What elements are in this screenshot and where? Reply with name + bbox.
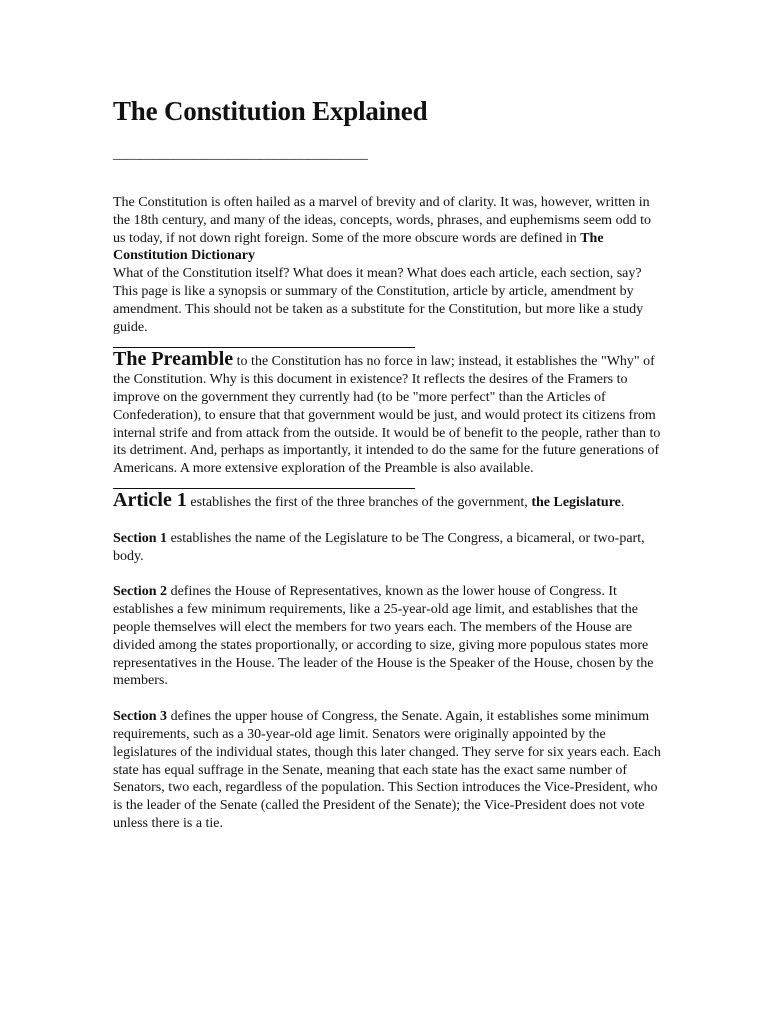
- intro-paragraph-3: This page is like a synopsis or summary of the Constitution, article by article, amendment by amendment. This should not be taken as a substitute for the Constitution, but more like a study guide.: [113, 283, 644, 335]
- intro-paragraph-1: The Constitution is often hailed as a marvel of brevity and of clarity. It was, however, written in the 18th century, and many of the ideas, concepts, words, phrases, and euphemisms seem odd to us today, if not down right foreign. Some of the more obscure words are defined in The Constitution Dictionary: [113, 195, 651, 264]
- page-title: The Constitution Explained: [113, 96, 428, 126]
- article-1-branch: the Legislature: [531, 494, 621, 510]
- preamble-heading: The Preamble: [113, 348, 234, 371]
- section-3-block: [113, 708, 665, 833]
- title-underline: ______________________________________: [113, 147, 368, 162]
- section-1-block: [113, 530, 665, 566]
- constitution-dictionary-link[interactable]: The Constitution Dictionary: [113, 230, 604, 264]
- intro-paragraph-2: What of the Constitution itself? What does it mean? What does each article, each section, say?: [113, 266, 642, 282]
- intro-section: [113, 194, 665, 336]
- section-1-text: establishes the name of the Legislature to be The Congress, a bicameral, or two-part, body.: [113, 530, 645, 564]
- section-3-label: Section 3: [113, 709, 168, 725]
- document-page: [113, 92, 665, 833]
- preamble-section: [113, 348, 665, 478]
- section-2-text: defines the House of Representatives, known as the lower house of Congress. It establishes a few minimum requirements, like a 25-year-old age limit, and establishes that the people themselves will elect the members for two years each. The members of the House are divided among the states proportionally, or according to size, giving more populous states more representatives in the House. The leader of the House is the Speaker of the House, chosen by the members.: [113, 584, 654, 689]
- section-2-block: [113, 583, 665, 690]
- article-1-section: Article 1 establishes the first of the three branches of the government, the Legislature.: [113, 488, 625, 511]
- article-1-heading: Article 1: [113, 488, 187, 511]
- section-1-label: Section 1: [113, 530, 168, 546]
- section-2-label: Section 2: [113, 584, 168, 600]
- section-3-text: defines the upper house of Congress, the Senate. Again, it establishes some minimum requirements, such as a 30-year-old age limit. Senators were originally appointed by the legislatures of the individual states, though this later changed. They serve for six years each. Each state has equal suffrage in the Senate, meaning that each state has the exact same number of Senators, two each, regardless of the population. This Section introduces the Vice-President, who is the leader of the Senate (called the President of the Senate); the Vice-President does not vote unless there is a tie.: [113, 709, 661, 831]
- article-1-text: establishes the first of the three branches of the government,: [186, 494, 532, 510]
- preamble-text: to the Constitution has no force in law; instead, it establishes the "Why" of the Constitution. Why is this document in existence? It reflects the desires of the Framers to improve on the government they currently had (to be "more perfect" than the Articles of Confederation), to ensure that that government would be just, and would protect its citizens from internal strife and from attack from the outside. It would be of benefit to the people, rather than to its detriment. And, perhaps as importantly, it intended to do the same for the future generations of Americans. A more extensive exploration of the Preamble is also available.: [113, 354, 661, 477]
